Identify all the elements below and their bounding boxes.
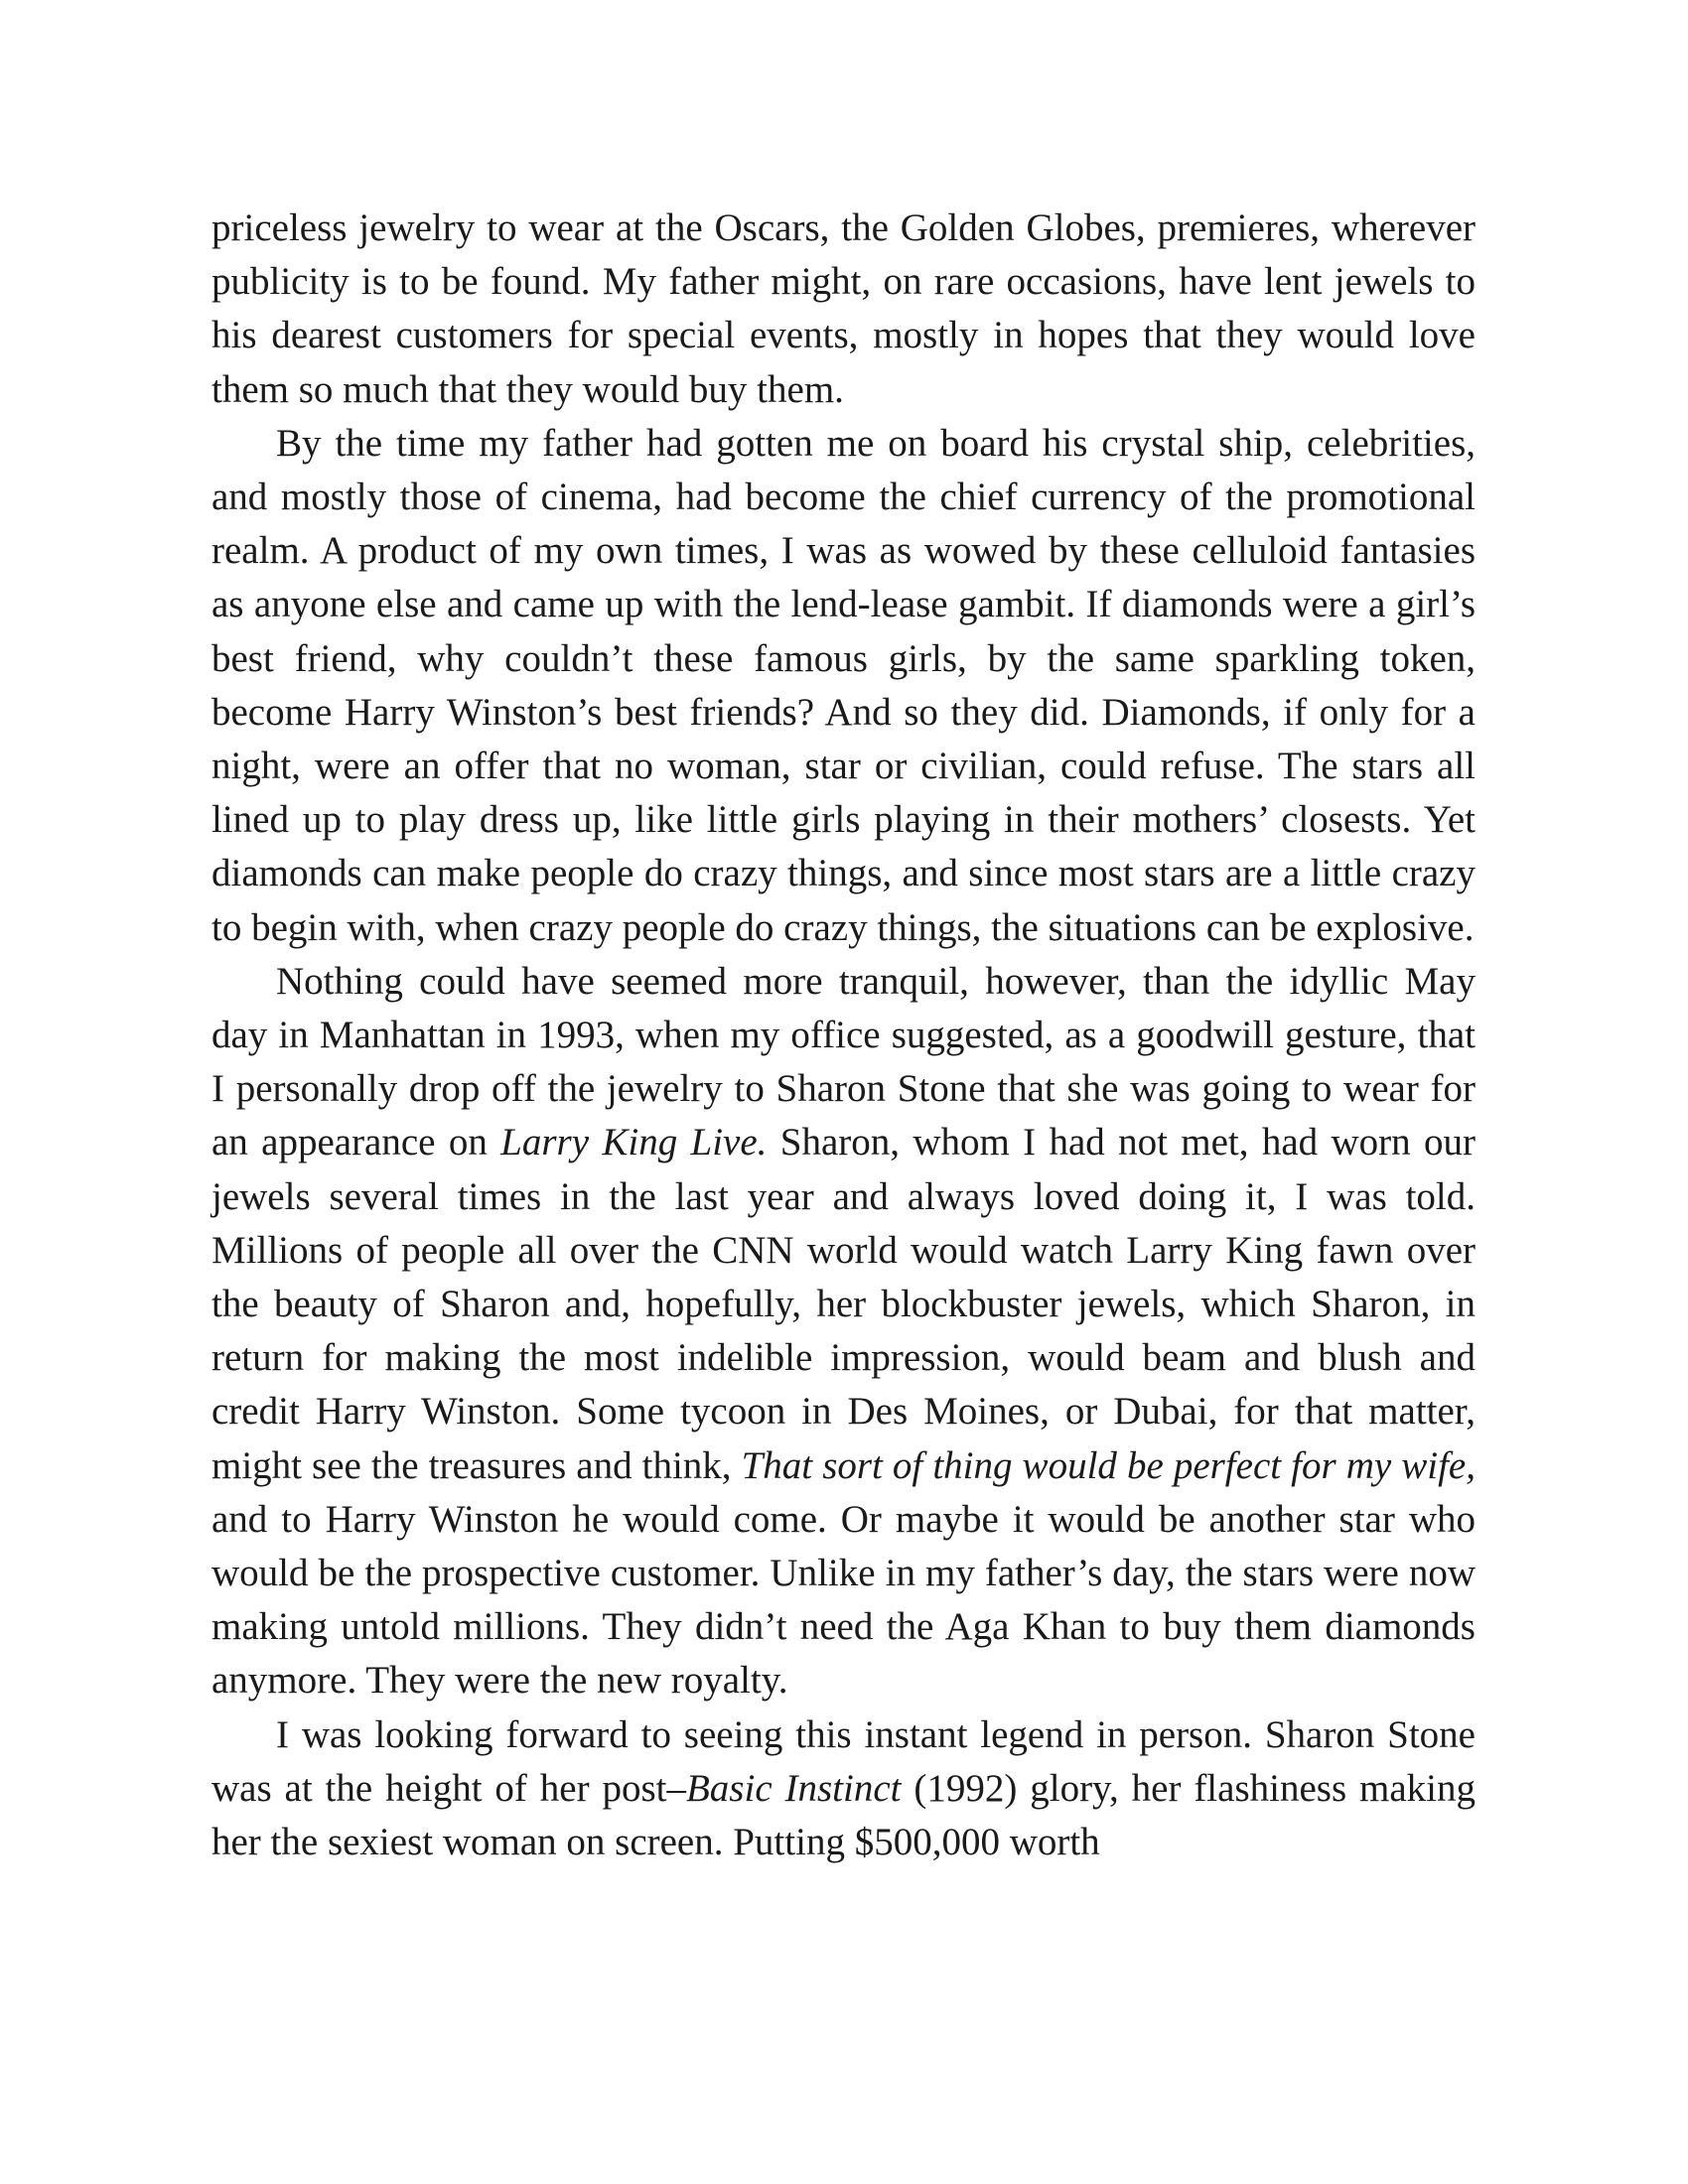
book-page-body: [211, 202, 1476, 1869]
paragraph-3: [211, 955, 1476, 1708]
paragraph-1: [211, 202, 1476, 417]
paragraph-4: [211, 1708, 1476, 1870]
paragraph-text: priceless jewelry to wear at the Oscars, the Golden Globes, premieres, wherever publicity is to be found. My father might, on rare occasions, have lent jewels to his dearest customers for special events, mostly in hopes that they would love them so much that they would buy them.: [211, 206, 1476, 411]
italic-title: Larry King Live.: [500, 1121, 768, 1164]
italic-title: Basic Instinct: [685, 1766, 902, 1810]
paragraph-text: and to Harry Winston he would come. Or maybe it would be another star who would be the prospective customer. Unlike in my father’s day, the stars were now making untold millions. They didn’t need the Aga Khan to buy them diamonds anymore. They were the new royalty.: [211, 1497, 1476, 1703]
paragraph-text: Sharon, whom I had not met, had worn our jewels several times in the last year and always loved doing it, I was told. Millions of people all over the CNN world would watch Larry King fawn over the beauty of Sharon and, hopefully, her blockbuster jewels, which Sharon, in return for making the most indelible impression, would beam and blush and credit Harry Winston. Some tycoon in Des Moines, or Dubai, for that matter, might see the treasures and think,: [211, 1121, 1476, 1487]
paragraph-2: [211, 417, 1476, 955]
paragraph-text: Nothing could have seemed more tranquil, however, than the idyllic May day in Manhattan in 1993, when my office suggested, as a goodwill gesture, that I personally drop off the jewelry to Sharon Stone that she was going to wear for an appearance on: [211, 959, 1476, 1164]
paragraph-text: I was looking forward to seeing this instant legend in person. Sharon Stone was at the height of her post–: [211, 1712, 1476, 1810]
italic-thought: That sort of thing would be perfect for my wife,: [741, 1443, 1476, 1487]
paragraph-text: By the time my father had gotten me on board his crystal ship, celebrities, and mostly those of cinema, had become the chief currency of the promotional realm. A product of my own times, I was as wowed by these celluloid fantasies as anyone else and came up with the lend-lease gambit. If diamonds were a girl’s best friend, why couldn’t these famous girls, by the same sparkling token, become Harry Winston’s best friends? And so they did. Diamonds, if only for a night, were an offer that no woman, star or civilian, could refuse. The stars all lined up to play dress up, like little girls playing in their mothers’ closests. Yet diamonds can make people do crazy things, and since most stars are a little crazy to begin with, when crazy people do crazy things, the situations can be explosive.: [211, 421, 1476, 949]
paragraph-text: (1992) glory, her flashiness making her the sexiest woman on screen. Putting $500,000 worth: [211, 1766, 1476, 1864]
